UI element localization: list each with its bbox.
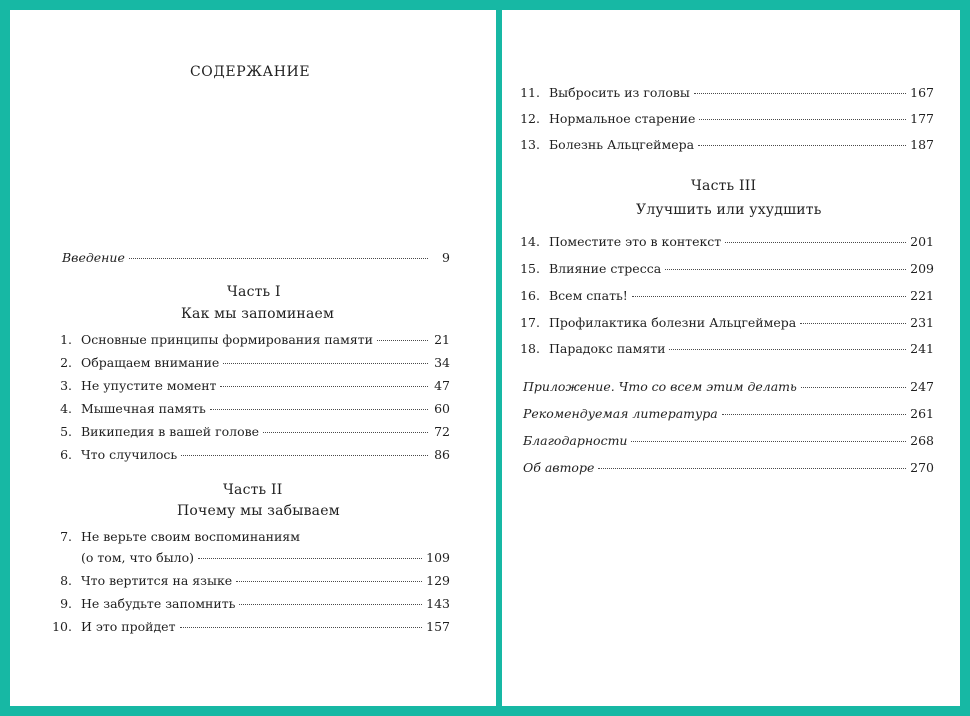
- toc-entry[interactable]: [518, 85, 934, 101]
- toc-entry-page: 109: [426, 550, 450, 565]
- toc-entry-page: 9: [442, 250, 450, 265]
- toc-entry-page: 221: [910, 288, 934, 303]
- toc-entry-title: Об авторе: [523, 460, 595, 475]
- dot-leader: [800, 323, 906, 324]
- dot-leader: [665, 269, 906, 270]
- dot-leader: [236, 581, 422, 582]
- toc-entry-title: Основные принципы формирования памяти: [81, 332, 373, 347]
- toc-entry-title: Влияние стресса: [549, 261, 662, 276]
- toc-entry-number: 17.: [520, 315, 540, 330]
- toc-entry-page: 270: [910, 460, 934, 475]
- toc-entry-number: 11.: [520, 85, 540, 100]
- toc-entry-page: 209: [910, 261, 934, 276]
- dot-leader: [210, 409, 428, 410]
- part-1-label: Часть I: [227, 284, 281, 300]
- dot-leader: [698, 145, 906, 146]
- toc-entry-page: 47: [434, 378, 450, 393]
- toc-entry-page: 157: [426, 619, 450, 634]
- toc-entry[interactable]: [518, 234, 934, 250]
- toc-entry-title: Приложение. Что со всем этим делать: [523, 379, 797, 394]
- toc-entry-appendix[interactable]: [523, 406, 934, 422]
- toc-entry-title: Введение: [62, 250, 125, 265]
- toc-entry-page: 143: [426, 596, 450, 611]
- dot-leader: [801, 387, 906, 388]
- toc-entry-title: Обращаем внимание: [81, 355, 220, 370]
- toc-entry-intro[interactable]: [62, 250, 450, 266]
- toc-entry-title: Всем спать!: [549, 288, 628, 303]
- toc-entry[interactable]: [518, 111, 934, 127]
- toc-entry-title: Что вертится на языке: [81, 573, 233, 588]
- part-1-name: Как мы запоминаем: [181, 306, 335, 322]
- toc-entry-page: 177: [910, 111, 934, 126]
- toc-entry-number: 8.: [60, 573, 72, 588]
- toc-entry-title: Рекомендуемая литература: [523, 406, 718, 421]
- toc-entry-number: 18.: [520, 341, 540, 356]
- dot-leader: [722, 414, 906, 415]
- toc-entry-title: Нормальное старение: [549, 111, 696, 126]
- dot-leader: [181, 455, 428, 456]
- toc-entry-number: 9.: [60, 596, 72, 611]
- toc-entry-page: 34: [434, 355, 450, 370]
- toc-entry-page: 86: [434, 447, 450, 462]
- toc-entry-page: 261: [910, 406, 934, 421]
- toc-entry-number: 4.: [60, 401, 72, 416]
- toc-entry-number: 3.: [60, 378, 72, 393]
- toc-entry-page: 268: [910, 433, 934, 448]
- toc-entry-page: 60: [434, 401, 450, 416]
- toc-entry-title: Не забудьте запомнить: [81, 596, 236, 611]
- part-2-name: Почему мы забываем: [177, 503, 340, 519]
- toc-entry[interactable]: [50, 401, 450, 417]
- toc-entry-number: 16.: [520, 288, 540, 303]
- toc-entry-number: 5.: [60, 424, 72, 439]
- dot-leader: [263, 432, 428, 433]
- dot-leader: [699, 119, 906, 120]
- toc-entry[interactable]: [50, 573, 450, 589]
- toc-entry-number: 6.: [60, 447, 72, 462]
- toc-entry-number: 1.: [60, 332, 72, 347]
- toc-entry-number: 12.: [520, 111, 540, 126]
- dot-leader: [129, 258, 428, 259]
- toc-entry[interactable]: [50, 378, 450, 394]
- dot-leader: [694, 93, 906, 94]
- toc-entry-page: 247: [910, 379, 934, 394]
- dot-leader: [725, 242, 906, 243]
- toc-entry[interactable]: [518, 137, 934, 153]
- toc-entry-title: Благодарности: [523, 433, 628, 448]
- toc-entry-title: Что случилось: [81, 447, 178, 462]
- toc-entry-appendix[interactable]: [523, 433, 934, 449]
- toc-entry-number: 2.: [60, 355, 72, 370]
- toc-entry-appendix[interactable]: [523, 460, 934, 476]
- toc-entry-page: 241: [910, 341, 934, 356]
- toc-entry-page: 201: [910, 234, 934, 249]
- toc-entry[interactable]: [518, 315, 934, 331]
- toc-entry-first-line[interactable]: [50, 529, 450, 545]
- toc-entry[interactable]: [50, 355, 450, 371]
- toc-entry-title-continued: (о том, что было): [81, 550, 194, 565]
- toc-entry-page: 231: [910, 315, 934, 330]
- toc-entry-title: Википедия в вашей голове: [81, 424, 260, 439]
- toc-entry-page: 129: [426, 573, 450, 588]
- toc-entry[interactable]: [50, 550, 450, 566]
- dot-leader: [180, 627, 423, 628]
- toc-entry-number: 14.: [520, 234, 540, 249]
- dot-leader: [631, 441, 906, 442]
- toc-entry-number: 15.: [520, 261, 540, 276]
- toc-entry[interactable]: [518, 288, 934, 304]
- dot-leader: [223, 363, 428, 364]
- toc-entry-page: 21: [434, 332, 450, 347]
- toc-entry-title: Мышечная память: [81, 401, 206, 416]
- toc-entry[interactable]: [50, 447, 450, 463]
- dot-leader: [632, 296, 906, 297]
- toc-entry-title: Не упустите момент: [81, 378, 217, 393]
- dot-leader: [669, 349, 906, 350]
- toc-entry-appendix[interactable]: [523, 379, 934, 395]
- toc-entry-title: Не верьте своим воспоминаниям: [81, 529, 300, 544]
- right-page: [502, 10, 960, 706]
- toc-entry-title: Профилактика болезни Альцгеймера: [549, 315, 797, 330]
- toc-entry-number: 7.: [60, 529, 72, 544]
- dot-leader: [220, 386, 428, 387]
- part-3-name: Улучшить или ухудшить: [636, 202, 822, 218]
- toc-entry[interactable]: [50, 332, 450, 348]
- toc-entry-page: 72: [434, 424, 450, 439]
- contents-title: СОДЕРЖАНИЕ: [190, 64, 311, 80]
- dot-leader: [598, 468, 906, 469]
- dot-leader: [239, 604, 422, 605]
- part-3-label: Часть III: [691, 178, 757, 194]
- toc-entry[interactable]: [518, 261, 934, 277]
- toc-entry-page: 187: [910, 137, 934, 152]
- toc-entry-number: 10.: [52, 619, 72, 634]
- dot-leader: [198, 558, 422, 559]
- toc-entry-number: 13.: [520, 137, 540, 152]
- dot-leader: [377, 340, 428, 341]
- left-page: [10, 10, 496, 706]
- part-2-label: Часть II: [223, 482, 283, 498]
- toc-entry-title: Болезнь Альцгеймера: [549, 137, 695, 152]
- toc-entry-title: Парадокс памяти: [549, 341, 666, 356]
- toc-entry[interactable]: [50, 424, 450, 440]
- toc-entry[interactable]: [50, 596, 450, 612]
- toc-entry-title: Выбросить из головы: [549, 85, 690, 100]
- toc-entry[interactable]: [518, 341, 934, 357]
- toc-entry-page: 167: [910, 85, 934, 100]
- toc-entry-title: И это пройдет: [81, 619, 176, 634]
- toc-entry[interactable]: [50, 619, 450, 635]
- toc-entry-title: Поместите это в контекст: [549, 234, 722, 249]
